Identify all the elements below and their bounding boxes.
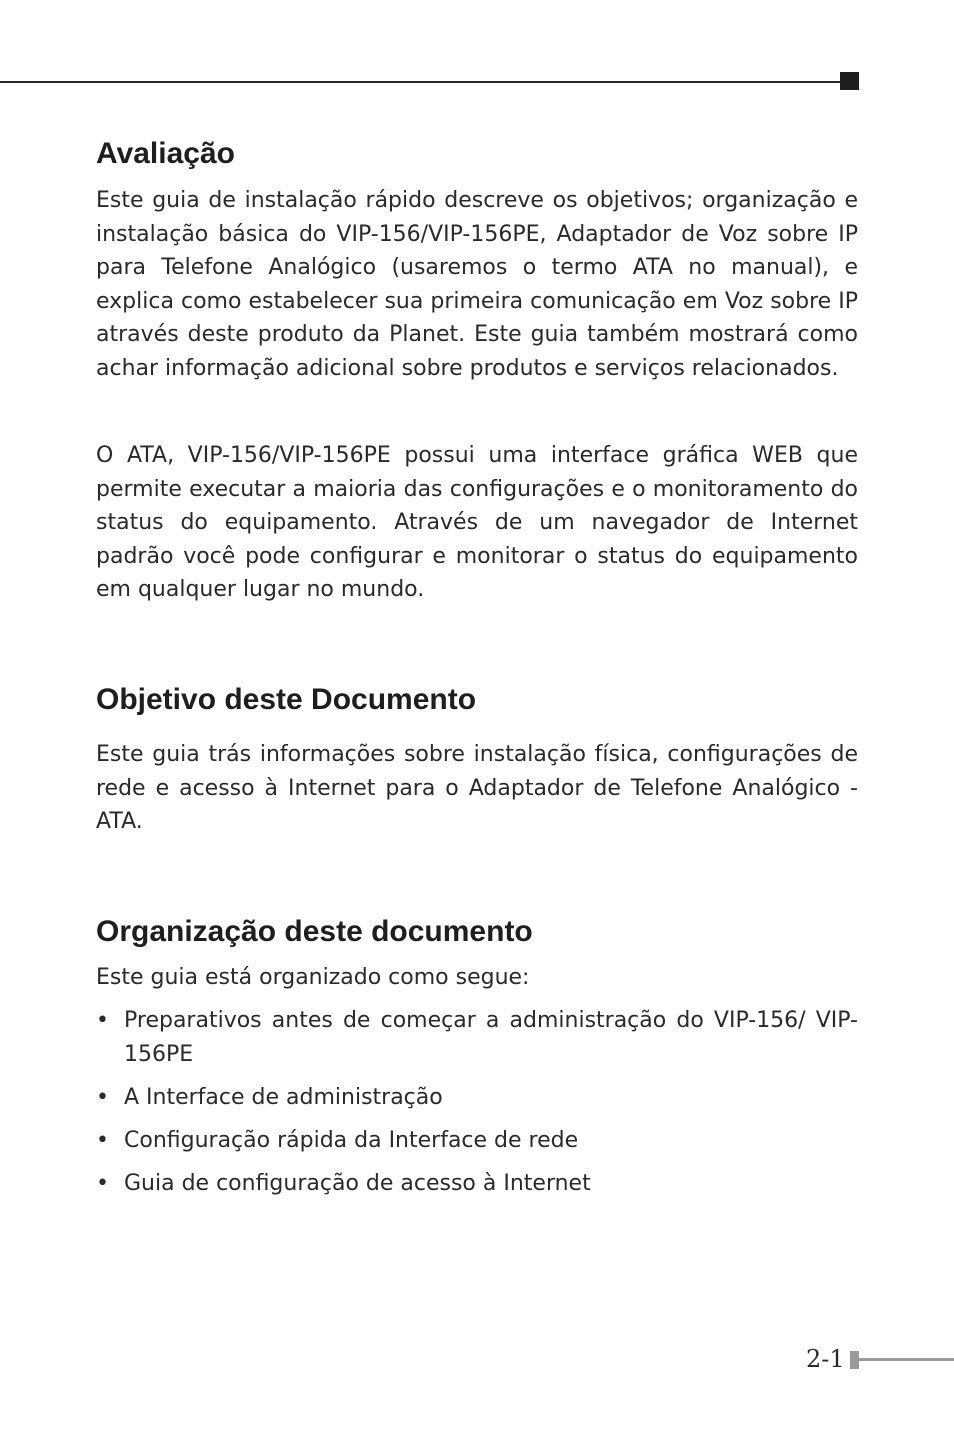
bullet-icon: • <box>96 1127 109 1153</box>
list-item <box>96 1167 858 1201</box>
page-number: 2-1 <box>806 1345 845 1373</box>
list-item <box>96 1004 858 1071</box>
paragraph-avaliacao-2: O ATA, VIP-156/VIP-156PE possui uma interface gráfica WEB que permite executar a maioria das configurações e o monitoramento do status do equipamento. Através de um navegador de Internet padrão você pode configurar e monitorar o status do equipamento em qualquer lugar no mundo. <box>96 443 858 603</box>
list-item <box>96 1124 858 1158</box>
section-heading-objetivo: Objetivo deste Documento <box>96 683 477 716</box>
list-item-text: Configuração rápida da Interface de rede <box>124 1127 579 1153</box>
header-marker <box>840 72 859 90</box>
paragraph-objetivo: Este guia trás informações sobre instalação física, configurações de rede e acesso à Internet para o Adaptador de Telefone Analógico - ATA. <box>96 742 858 835</box>
footer-rule <box>859 1358 954 1361</box>
bullet-icon: • <box>96 1008 109 1033</box>
bullet-icon: • <box>96 1084 109 1110</box>
list-item <box>96 1081 858 1115</box>
section-heading-avaliacao: Avaliação <box>96 137 235 170</box>
paragraph-avaliacao-1: Este guia de instalação rápido descreve os objetivos; organização e instalação básica do VIP-156/VIP-156PE, Adaptador de Voz sobre IP para Telefone Analógico (usaremos o termo ATA no manual), e explica como estabelecer sua primeira comunicação em Voz sobre IP através deste produto da Planet. Este guia também mostrará como achar informação adicional sobre produtos e serviços relacionados. <box>96 188 858 381</box>
paragraph-organizacao: Este guia está organizado como segue: <box>96 965 530 990</box>
header-rule <box>0 81 846 83</box>
bullet-icon: • <box>96 1171 109 1197</box>
organization-list <box>96 1004 858 1210</box>
section-heading-organizacao: Organização deste documento <box>96 915 533 948</box>
list-item-text: Guia de configuração de acesso à Internet <box>124 1171 591 1197</box>
list-item-text: Preparativos antes de começar a administração do VIP-156/ VIP-156PE <box>124 1008 858 1067</box>
footer-marker <box>850 1351 859 1369</box>
list-item-text: A Interface de administração <box>124 1084 443 1110</box>
